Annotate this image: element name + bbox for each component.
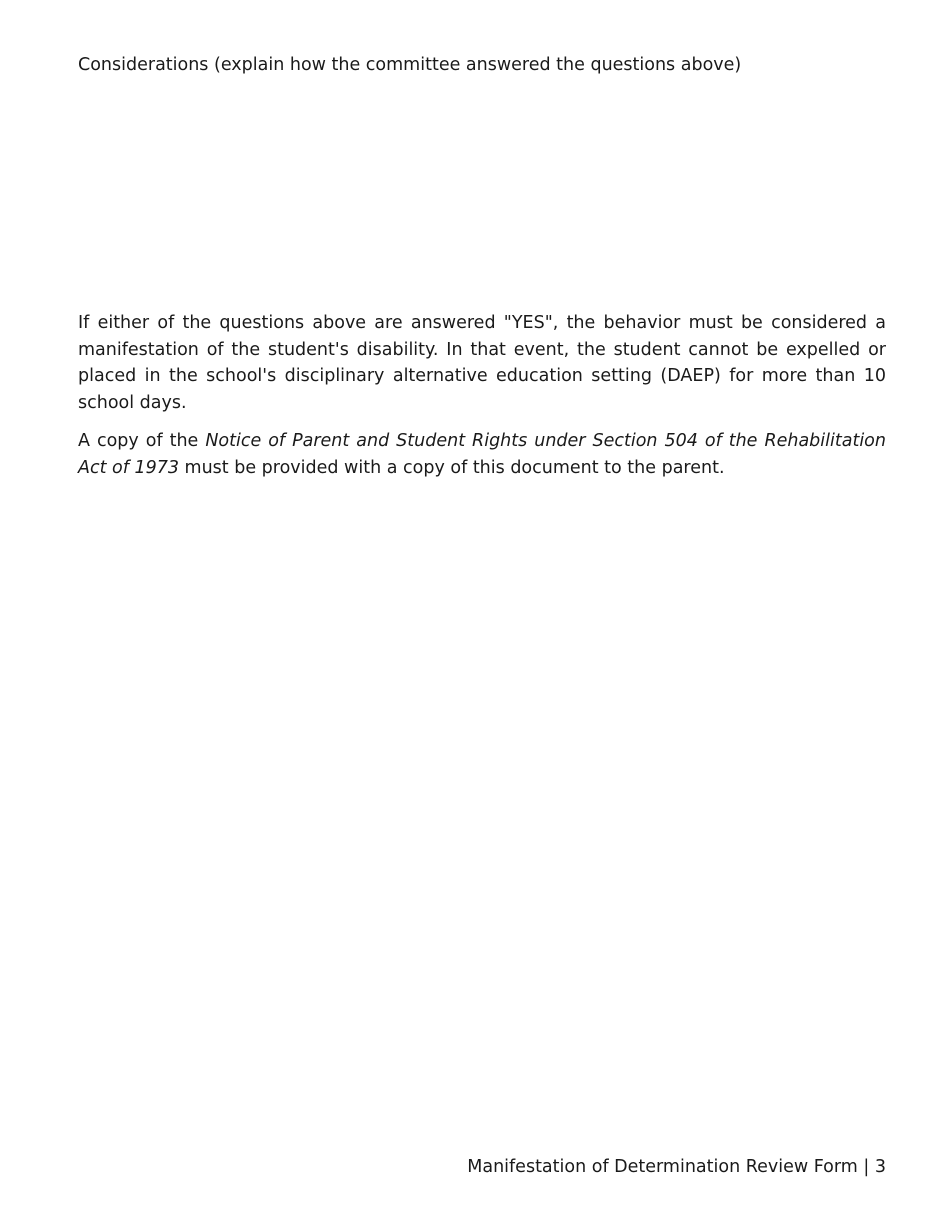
page-footer (467, 1155, 886, 1179)
notice-prefix: A copy of the (78, 431, 206, 451)
notice-paragraph (78, 428, 886, 481)
footer-separator: | (857, 1157, 875, 1177)
considerations-hint: (explain how the committee answered the questions above) (208, 55, 742, 75)
page-number: 3 (874, 1157, 886, 1177)
notice-document-title: Notice of Parent and Student Rights under Section 504 of the Rehabilitation Act of 1973 (78, 431, 886, 478)
footer-title: Manifestation of Determination Review Form (467, 1157, 858, 1177)
considerations-label: Considerations (78, 55, 209, 75)
manifestation-paragraph: If either of the questions above are answered "YES", the behavior must be considered a manifestation of the student's disability. In that event, the student cannot be expelled or placed in the school's disciplinary alternative education setting (DAEP) for more than 10 school days. (78, 313, 886, 413)
considerations-heading (78, 53, 886, 77)
notice-suffix: must be provided with a copy of this document to the parent. (178, 457, 725, 478)
